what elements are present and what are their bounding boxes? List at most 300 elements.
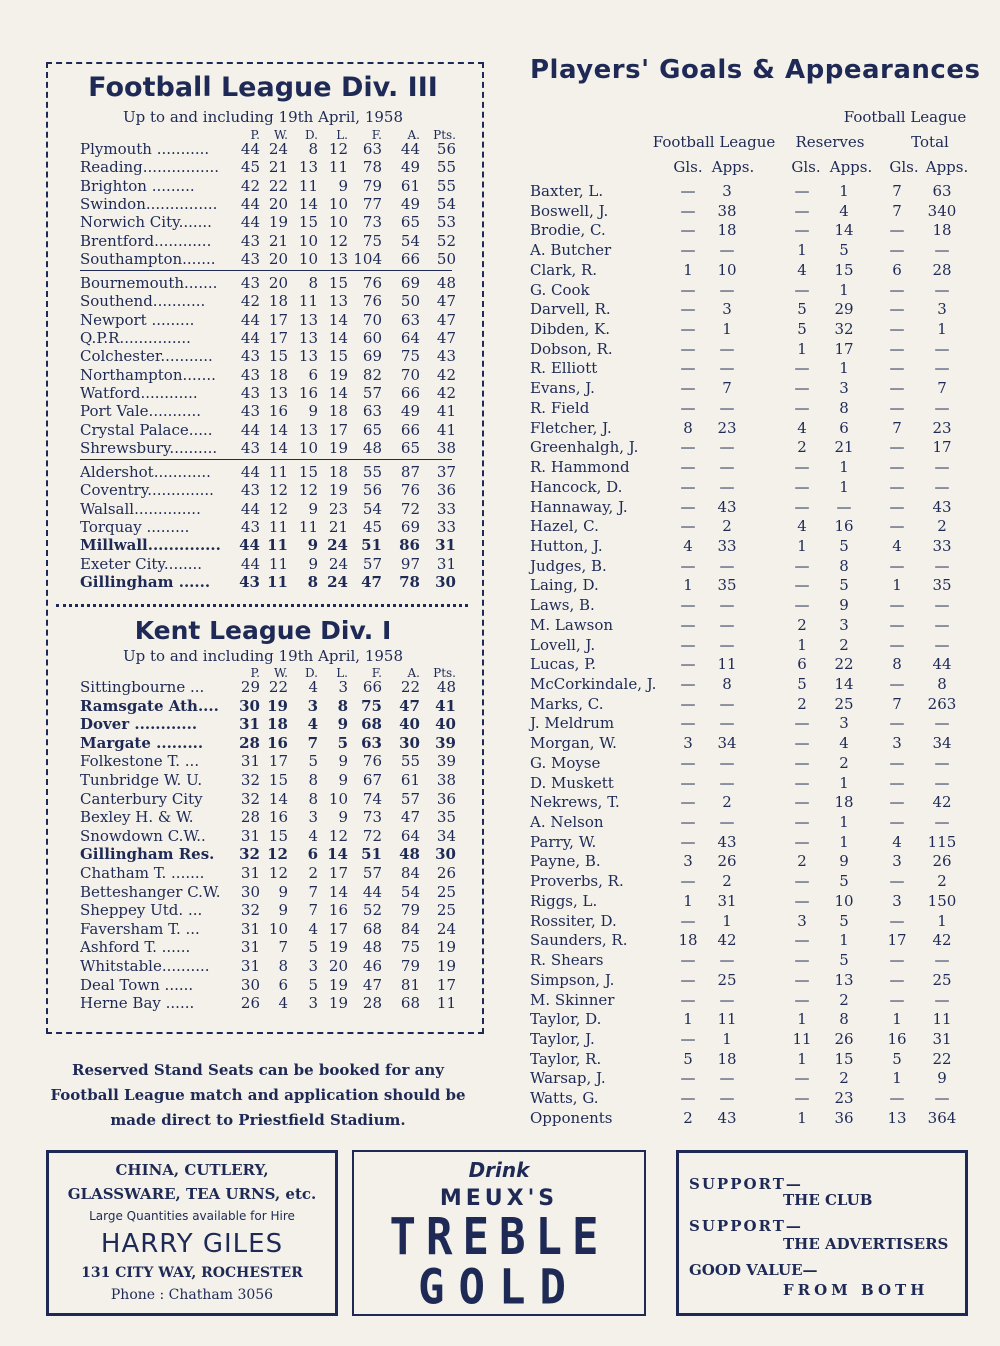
stat-l: 19	[328, 481, 348, 500]
div3-col-header: W.	[273, 128, 288, 142]
player-stat-ta: 23	[932, 418, 952, 437]
stat-f: 65	[362, 420, 382, 439]
player-stat-tg: —	[889, 753, 905, 772]
stat-a: 81	[400, 975, 420, 994]
stat-l: 8	[337, 696, 348, 715]
stat-p: 43	[240, 383, 260, 402]
stat-pts: 38	[436, 438, 456, 457]
player-name: Morgan, W.	[530, 734, 617, 753]
player-row	[530, 281, 970, 301]
stat-a: 76	[400, 481, 420, 500]
stat-w: 14	[268, 420, 288, 439]
stat-d: 2	[308, 864, 318, 882]
player-name: Laws, B.	[530, 596, 595, 615]
player-name: Darvell, R.	[530, 300, 611, 319]
team-name: Swindon...............	[80, 194, 218, 213]
player-row	[530, 300, 970, 320]
player-row	[530, 1010, 970, 1030]
meux-gold: GOLD	[418, 1259, 580, 1316]
player-stat-ra: 8	[839, 398, 849, 417]
player-stat-rg: —	[794, 1069, 810, 1088]
player-stat-rg: —	[794, 379, 810, 398]
stat-f: 82	[362, 365, 382, 384]
player-stat-ta: 43	[932, 497, 952, 516]
player-stat-ta: 17	[932, 438, 952, 457]
player-stat-ra: 10	[834, 891, 854, 910]
player-stat-fa: 10	[717, 260, 737, 279]
stat-w: 11	[268, 518, 288, 536]
player-stat-ra: 3	[839, 379, 849, 398]
stat-w: 12	[268, 864, 288, 882]
player-stat-fa: 18	[717, 221, 737, 240]
meux-brand: MEUX'S	[439, 1186, 559, 1211]
table-row	[46, 771, 466, 789]
team-name: Exeter City........	[80, 554, 203, 573]
stat-f: 57	[362, 864, 382, 882]
player-stat-rg: 5	[797, 300, 807, 319]
player-row	[530, 1069, 970, 1089]
player-stat-rg: —	[794, 596, 810, 615]
player-stat-fg: —	[680, 320, 696, 339]
stat-pts: 19	[436, 957, 456, 975]
player-stat-ra: 2	[839, 990, 849, 1009]
player-stat-fa: 38	[717, 201, 737, 220]
stat-l: 12	[328, 140, 348, 158]
player-stat-fa: 42	[717, 931, 737, 950]
stat-pts: 54	[436, 194, 456, 213]
ad-support	[676, 1150, 968, 1316]
team-name: Plymouth ...........	[80, 140, 210, 158]
team-name: Deal Town ......	[80, 975, 194, 994]
player-stat-tg: 5	[892, 1049, 902, 1068]
player-stat-fg: —	[680, 280, 696, 299]
player-stat-fg: 3	[683, 852, 693, 871]
player-stat-tg: —	[889, 556, 905, 575]
stat-w: 18	[268, 292, 288, 311]
stat-a: 49	[400, 402, 420, 421]
support-l3: SUPPORT—	[689, 1217, 803, 1235]
player-stat-fg: —	[680, 398, 696, 417]
player-stat-fg: —	[680, 793, 696, 812]
stat-l: 13	[328, 292, 348, 311]
stat-pts: 53	[436, 213, 456, 232]
stat-f: 63	[362, 140, 382, 158]
player-stat-fa: —	[719, 753, 735, 772]
stat-p: 43	[240, 347, 260, 366]
stat-d: 5	[308, 938, 318, 957]
table-row	[46, 439, 466, 457]
player-stat-ta: 9	[937, 1069, 947, 1088]
stat-w: 8	[278, 957, 288, 975]
player-name: Simpson, J.	[530, 970, 615, 989]
player-stat-fa: 18	[717, 1049, 737, 1068]
player-stat-tg: —	[889, 398, 905, 417]
stat-w: 19	[267, 696, 288, 715]
stat-p: 29	[240, 678, 260, 696]
player-stat-ta: 42	[932, 793, 952, 812]
player-stat-rg: —	[794, 753, 810, 772]
player-stat-ta: 44	[932, 655, 952, 674]
player-stat-fa: 1	[722, 1029, 732, 1048]
player-row	[530, 221, 970, 241]
player-stat-ta: —	[934, 556, 950, 575]
stat-f: 76	[362, 274, 382, 293]
player-name: Marks, C.	[530, 694, 604, 713]
stat-d: 6	[307, 845, 318, 864]
table-row	[46, 292, 466, 310]
player-row	[530, 833, 970, 853]
table-row	[46, 195, 466, 213]
stat-p: 42	[240, 176, 260, 195]
player-stat-ra: 17	[834, 339, 854, 358]
player-stat-fg: —	[680, 477, 696, 496]
player-row	[530, 1050, 970, 1070]
player-stat-ta: —	[934, 813, 950, 832]
stat-f: 77	[362, 194, 382, 213]
player-stat-rg: —	[794, 714, 810, 733]
stat-w: 15	[268, 826, 288, 845]
stat-d: 6	[308, 365, 318, 384]
stat-l: 17	[328, 420, 348, 439]
stat-w: 10	[268, 919, 288, 938]
stat-pts: 40	[435, 715, 456, 734]
stat-p: 31	[240, 826, 260, 845]
player-name: Judges, B.	[530, 556, 607, 575]
team-name: Brentford............	[80, 231, 212, 250]
kent-col-header: D.	[304, 666, 318, 680]
stat-l: 19	[328, 975, 348, 994]
player-stat-rg: —	[794, 773, 810, 792]
div3-section	[46, 62, 480, 602]
player-stat-rg: —	[794, 970, 810, 989]
stat-l: 10	[328, 789, 348, 808]
stat-a: 47	[399, 696, 420, 715]
stat-w: 13	[268, 383, 288, 402]
player-row	[530, 931, 970, 951]
stat-a: 69	[400, 274, 420, 293]
stat-w: 21	[268, 231, 288, 250]
player-stat-rg: 1	[797, 536, 807, 555]
stat-d: 15	[298, 213, 318, 232]
stat-d: 7	[308, 901, 318, 920]
stat-l: 24	[327, 536, 348, 555]
stat-d: 13	[298, 329, 318, 347]
player-stat-ra: 18	[834, 793, 854, 812]
stat-d: 11	[298, 292, 318, 311]
player-stat-ra: 5	[839, 911, 849, 930]
team-name: Bournemouth.......	[80, 274, 218, 293]
player-stat-ra: 2	[839, 635, 849, 654]
section-divider	[56, 604, 468, 607]
stat-a: 87	[400, 463, 420, 482]
stat-f: 79	[362, 176, 382, 195]
team-name: Chatham T. .......	[80, 864, 205, 882]
res-gls-head: Gls.	[791, 158, 821, 176]
stat-d: 12	[298, 481, 318, 500]
giles-phone: Phone : Chatham 3056	[110, 1287, 274, 1303]
player-stat-fg: —	[680, 694, 696, 713]
player-row	[530, 734, 970, 754]
player-stat-rg: —	[794, 813, 810, 832]
player-row	[530, 675, 970, 695]
stat-f: 60	[362, 329, 382, 347]
player-stat-ra: 9	[839, 596, 849, 615]
stat-f: 56	[362, 481, 382, 500]
stat-a: 66	[400, 383, 420, 402]
stat-l: 18	[328, 402, 348, 421]
stat-f: 104	[353, 249, 382, 268]
player-stat-fa: 2	[722, 793, 732, 812]
stat-w: 9	[278, 882, 288, 901]
stat-a: 79	[400, 901, 420, 920]
player-stat-ra: 36	[834, 1108, 854, 1127]
player-stat-rg: —	[794, 891, 810, 910]
team-name: Torquay .........	[80, 518, 190, 536]
table-row	[46, 938, 466, 956]
stat-p: 31	[240, 752, 260, 771]
player-stat-fg: —	[680, 221, 696, 240]
div3-col-header: L.	[336, 128, 348, 142]
table-row	[46, 976, 466, 994]
player-stat-tg: —	[889, 280, 905, 299]
stat-f: 69	[362, 347, 382, 366]
stat-a: 22	[400, 678, 420, 696]
player-stat-fg: —	[680, 182, 696, 200]
stat-l: 14	[327, 845, 348, 864]
team-name: Sittingbourne ...	[80, 678, 205, 696]
player-stat-ra: 4	[839, 734, 849, 753]
stat-w: 4	[278, 994, 288, 1013]
player-stat-ra: 13	[834, 970, 854, 989]
team-name: Watford............	[80, 383, 198, 402]
total-group-top: Football League	[843, 108, 967, 126]
stat-w: 18	[268, 365, 288, 384]
player-stat-ta: —	[934, 477, 950, 496]
player-stat-ra: 21	[834, 438, 854, 457]
stat-a: 72	[400, 499, 420, 518]
stat-a: 70	[400, 365, 420, 384]
stat-pts: 31	[436, 554, 456, 573]
stat-p: 42	[240, 292, 260, 311]
player-name: Dobson, R.	[530, 339, 613, 358]
stat-w: 15	[268, 347, 288, 366]
player-stat-fa: 25	[717, 970, 737, 989]
stat-f: 68	[362, 919, 382, 938]
player-stat-tg: 1	[892, 576, 902, 595]
player-stat-ra: 5	[839, 241, 849, 260]
team-name: Snowdown C.W..	[80, 826, 206, 845]
stat-pts: 37	[436, 463, 456, 482]
stat-pts: 41	[436, 402, 456, 421]
giles-name: HARRY GILES	[100, 1229, 284, 1259]
stat-l: 16	[328, 901, 348, 920]
table-row	[46, 920, 466, 938]
stat-w: 17	[268, 310, 288, 329]
stat-pts: 36	[436, 789, 456, 808]
player-stat-fg: —	[680, 458, 696, 477]
player-stat-tg: —	[889, 379, 905, 398]
player-stat-rg: 4	[797, 260, 807, 279]
team-name: Margate .........	[80, 733, 204, 752]
player-name: R. Elliott	[530, 359, 598, 378]
stat-f: 28	[362, 994, 382, 1013]
team-name: Ramsgate Ath....	[80, 696, 219, 715]
player-stat-fa: —	[719, 714, 735, 733]
player-stat-fa: —	[719, 477, 735, 496]
table-row	[46, 158, 466, 176]
stat-a: 50	[400, 292, 420, 311]
stat-a: 49	[400, 158, 420, 177]
player-stat-tg: 3	[892, 891, 902, 910]
stat-l: 10	[328, 194, 348, 213]
player-stat-ta: —	[934, 990, 950, 1009]
player-name: M. Lawson	[530, 615, 614, 634]
player-stat-ra: 1	[839, 359, 849, 378]
player-name: Greenhalgh, J.	[530, 438, 639, 457]
player-stat-tg: —	[889, 241, 905, 260]
stat-f: 51	[361, 845, 382, 864]
player-row	[530, 951, 970, 971]
stat-a: 65	[400, 213, 420, 232]
player-row	[530, 616, 970, 636]
player-stat-ta: —	[934, 635, 950, 654]
player-stat-fa: 1	[722, 911, 732, 930]
stat-pts: 39	[435, 733, 456, 752]
player-stat-ra: 29	[834, 300, 854, 319]
player-stat-ra: 22	[834, 655, 854, 674]
stat-d: 4	[307, 715, 318, 734]
player-stat-ra: 32	[834, 320, 854, 339]
kent-col-header: L.	[336, 666, 348, 680]
player-row	[530, 498, 970, 518]
stat-a: 97	[400, 554, 420, 573]
stat-d: 10	[298, 438, 318, 457]
tot-gls-head: Gls.	[889, 158, 919, 176]
player-stat-ta: 1	[937, 911, 947, 930]
stat-d: 3	[308, 957, 318, 975]
stat-d: 4	[308, 678, 318, 696]
table-row	[46, 213, 466, 231]
player-stat-ta: 34	[932, 734, 952, 753]
team-name: Port Vale...........	[80, 402, 202, 421]
player-stat-tg: —	[889, 300, 905, 319]
stat-d: 8	[308, 789, 318, 808]
player-stat-rg: 2	[797, 852, 807, 871]
giles-line3: Large Quantities available for Hire	[89, 1209, 295, 1223]
player-stat-rg: —	[794, 359, 810, 378]
meux-treble: TREBLE	[389, 1208, 609, 1267]
stat-l: 3	[338, 678, 348, 696]
player-name: Evans, J.	[530, 379, 595, 398]
player-stat-rg: 1	[797, 1010, 807, 1029]
giles-address: 131 CITY WAY, ROCHESTER	[81, 1265, 303, 1281]
player-stat-ta: 115	[927, 832, 957, 851]
stat-d: 4	[308, 826, 318, 845]
stat-l: 11	[328, 158, 348, 177]
player-row	[530, 359, 970, 379]
player-row	[530, 182, 970, 202]
stat-l: 9	[337, 715, 348, 734]
stat-pts: 52	[436, 231, 456, 250]
player-stat-tg: —	[889, 773, 905, 792]
player-row	[530, 596, 970, 616]
player-stat-ra: 25	[834, 694, 854, 713]
stat-l: 14	[328, 383, 348, 402]
player-stat-rg: 1	[797, 241, 807, 260]
stat-l: 10	[328, 213, 348, 232]
stat-pts: 47	[436, 292, 456, 311]
stat-d: 15	[298, 463, 318, 482]
players-title: Players' Goals & Appearances	[530, 55, 981, 85]
team-name: Ashford T. ......	[80, 938, 191, 957]
player-name: Taylor, R.	[530, 1049, 602, 1068]
player-stat-fg: 8	[683, 418, 693, 437]
team-name: Southampton.......	[80, 249, 216, 268]
stat-l: 23	[328, 499, 348, 518]
player-stat-fa: 2	[722, 872, 732, 891]
player-stat-ta: 42	[932, 931, 952, 950]
stat-d: 13	[298, 347, 318, 366]
player-stat-tg: —	[889, 872, 905, 891]
player-stat-fa: 34	[717, 734, 737, 753]
player-stat-tg: —	[889, 497, 905, 516]
stat-l: 9	[338, 808, 348, 827]
player-name: Laing, D.	[530, 576, 599, 595]
kent-title: Kent League Div. I	[134, 616, 392, 645]
stat-l: 5	[337, 733, 348, 752]
team-name: Newport .........	[80, 310, 195, 329]
stat-a: 86	[399, 536, 420, 555]
player-row	[530, 813, 970, 833]
stat-l: 18	[328, 463, 348, 482]
stat-a: 79	[400, 957, 420, 975]
stat-p: 43	[240, 231, 260, 250]
ad-meux	[352, 1150, 646, 1316]
stat-w: 19	[268, 213, 288, 232]
stat-l: 21	[328, 518, 348, 536]
player-stat-fg: 18	[678, 931, 698, 950]
player-stat-rg: —	[794, 556, 810, 575]
player-name: Watts, G.	[530, 1089, 599, 1108]
stat-f: 76	[362, 292, 382, 311]
stat-p: 31	[239, 715, 260, 734]
player-stat-tg: 17	[887, 931, 907, 950]
player-stat-ra: 5	[839, 951, 849, 970]
stat-pts: 31	[435, 536, 456, 555]
player-name: R. Shears	[530, 951, 604, 970]
player-name: Parry, W.	[530, 832, 597, 851]
player-stat-tg: —	[889, 596, 905, 615]
player-stat-tg: 1	[892, 1010, 902, 1029]
player-stat-ta: —	[934, 241, 950, 260]
support-l1: SUPPORT—	[689, 1175, 803, 1193]
stat-f: 54	[362, 499, 382, 518]
stat-pts: 55	[436, 176, 456, 195]
player-name: McCorkindale, J.	[530, 675, 657, 693]
player-stat-rg: —	[794, 832, 810, 851]
player-stat-fg: 2	[683, 1108, 693, 1127]
player-stat-rg: 6	[797, 655, 807, 674]
stat-l: 17	[328, 864, 348, 882]
player-stat-ra: 8	[839, 556, 849, 575]
stat-l: 15	[328, 274, 348, 293]
stat-p: 44	[240, 140, 260, 158]
team-name: Canterbury City	[80, 789, 203, 808]
player-stat-ra: 5	[839, 576, 849, 595]
table-row	[46, 463, 466, 481]
player-stat-fg: —	[680, 872, 696, 891]
stat-f: 63	[362, 402, 382, 421]
